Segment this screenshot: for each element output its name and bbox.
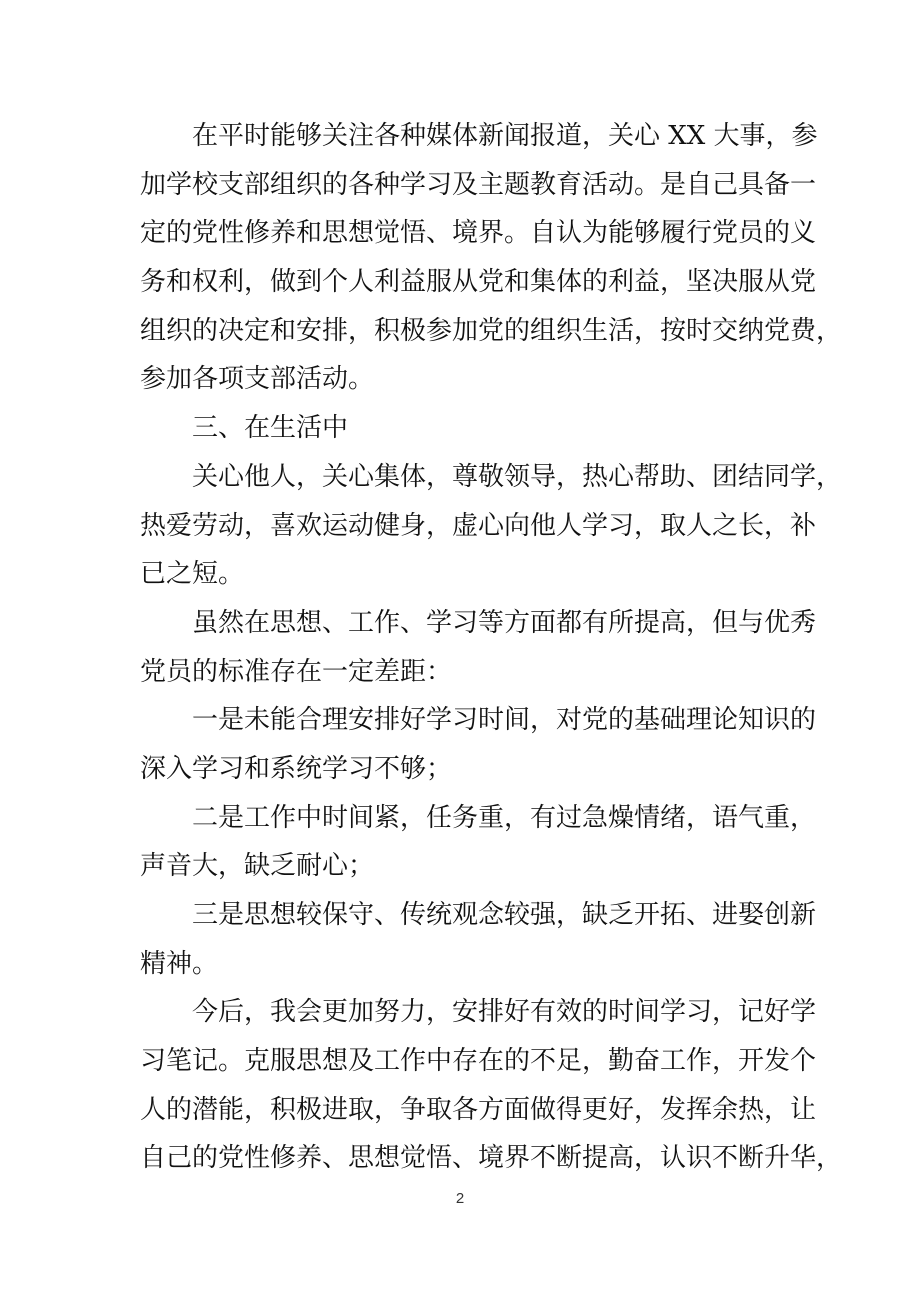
document-body (140, 112, 843, 1183)
text-line: 自己的党性修养、思想觉悟、境界不断提高，认识不断升华， (140, 1143, 843, 1174)
text-line: 三、在生活中 (192, 413, 349, 444)
text-line: 三是思想较保守、传统观念较强，缺乏开拓、进娶创新 (192, 900, 817, 930)
text-line: 参加各项支部活动。 (140, 364, 375, 395)
text-line: 定的党性修养和思想觉悟、境界。自认为能够履行党员的义 (140, 218, 817, 249)
text-line: 组织的决定和安排，积极参加党的组织生活，按时交纳党费， (140, 315, 843, 346)
text-line: 关心他人，关心集体，尊敬领导，热心帮助、团结同学， (192, 461, 843, 492)
text-line: 热爱劳动，喜欢运动健身，虚心向他人学习，取人之长，补 (140, 510, 817, 541)
text-line: 习笔记。克服思想及工作中存在的不足，勤奋工作，开发个 (140, 1046, 817, 1077)
text-line: 已之短。 (140, 559, 245, 590)
text-line: 二是工作中时间紧，任务重，有过急燥情绪，语气重， (192, 802, 817, 833)
text-line: 虽然在思想、工作、学习等方面都有所提高，但与优秀 (192, 607, 817, 638)
text-line: 党员的标准存在一定差距： (140, 656, 453, 687)
text-line: 人的潜能，积极进取，争取各方面做得更好，发挥余热，让 (140, 1094, 817, 1125)
text-line: 今后，我会更加努力，安排好有效的时间学习，记好学 (192, 997, 817, 1028)
page-number: 2 (455, 1190, 465, 1207)
text-line: 精神。 (140, 948, 219, 979)
text-line: 一是未能合理安排好学习时间，对党的基础理论知识的 (192, 705, 817, 736)
text-line: 声音大，缺乏耐心； (140, 851, 375, 882)
text-line: 在平时能够关注各种媒体新闻报道，关心 XX 大事，参 (192, 121, 818, 151)
text-line: 深入学习和系统学习不够； (140, 753, 453, 784)
text-line: 加学校支部组织的各种学习及主题教育活动。是自己具备一 (140, 169, 817, 200)
text-line: 务和权利，做到个人利益服从党和集体的利益，坚决服从党 (140, 267, 817, 298)
